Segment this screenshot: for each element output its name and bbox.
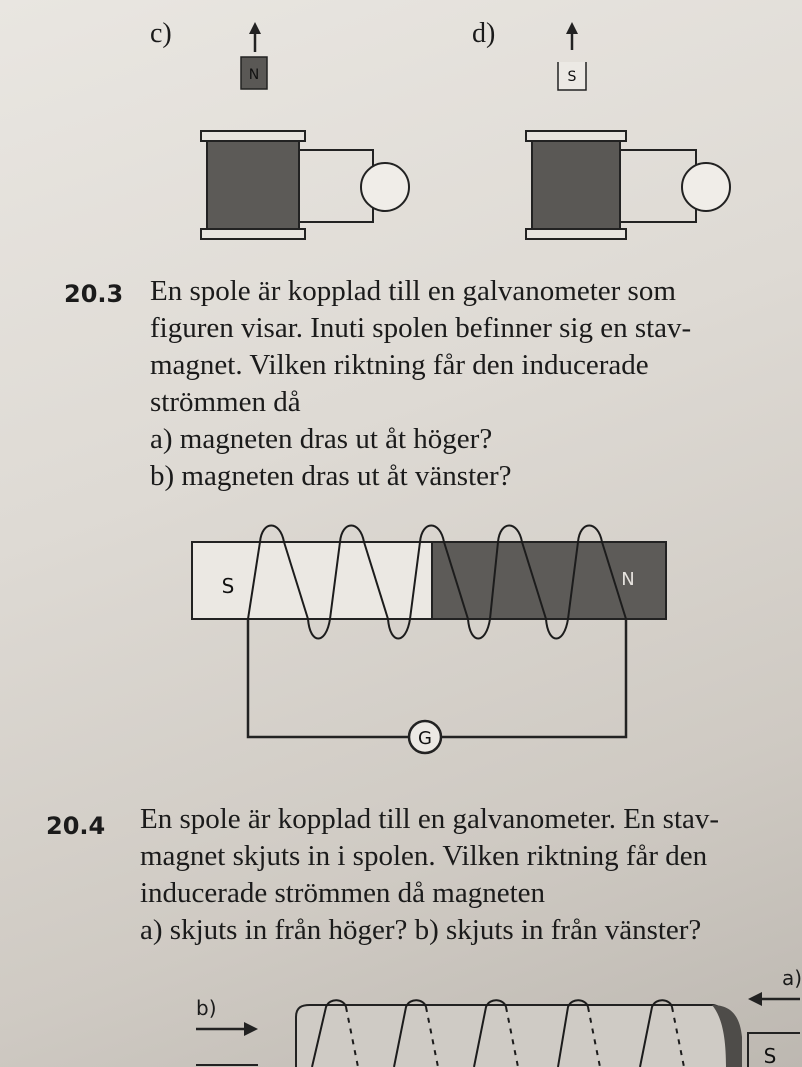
magnet-d-pole: S — [567, 69, 577, 85]
question-20-3-text — [150, 273, 691, 495]
figure-20-3 — [190, 515, 690, 755]
figure-c-label: c) — [150, 18, 172, 49]
question-line: En spole är kopplad till en galvanometer som — [150, 275, 676, 307]
subquestion-a: a) magneten dras ut åt höger? — [150, 423, 493, 455]
bar-magnet-pole-right: N — [621, 569, 635, 590]
figure-d-label: d) — [472, 18, 496, 49]
figure-20-4-label-b: b) — [196, 996, 217, 1020]
figure-20-4 — [0, 977, 800, 1067]
question-line: inducerade strömmen då magneten — [140, 877, 546, 909]
question-20-4-number: 20.4 — [46, 812, 106, 840]
question-line: magnet skjuts in i spolen. Vilken riktning får den — [140, 840, 708, 872]
figure-d — [520, 20, 750, 250]
question-20-3-number: 20.3 — [64, 280, 124, 308]
bar-magnet-pole-left: S — [221, 574, 235, 598]
figure-20-4-label-a: a) — [782, 966, 802, 990]
question-line: magnet. Vilken riktning får den inducerade — [150, 349, 649, 381]
question-line: strömmen då — [150, 386, 301, 418]
subquestion-b: b) magneten dras ut åt vänster? — [150, 460, 512, 492]
figure-c — [195, 20, 425, 250]
galvanometer-label: G — [418, 728, 432, 749]
subquestions-ab: a) skjuts in från höger? b) skjuts in från vänster? — [140, 914, 702, 946]
question-line: En spole är kopplad till en galvanometer. En stav- — [140, 803, 720, 835]
question-20-4-text — [140, 801, 800, 949]
question-line: figuren visar. Inuti spolen befinner sig en stav- — [150, 312, 692, 344]
magnet-c-pole: N — [248, 67, 260, 83]
figure-20-4-magnet-pole: S — [763, 1044, 777, 1067]
